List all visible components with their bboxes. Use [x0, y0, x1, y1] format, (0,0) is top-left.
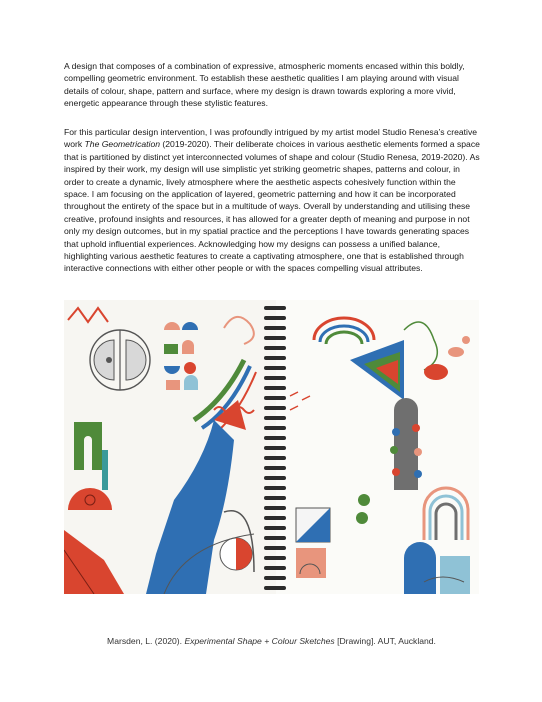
spiral-ring [264, 486, 286, 490]
inspiration-text-before: For this particular design intervention, I was profoundly intrigued by my artist model Studio Renesa’s creative work [64, 127, 478, 150]
figure-caption [64, 636, 479, 646]
spiral-ring [264, 586, 286, 590]
spiral-ring [264, 496, 286, 500]
caption-title: Experimental Shape + Colour Sketches [184, 636, 335, 646]
spiral-ring [264, 566, 286, 570]
work-title: The Geometrication [84, 139, 161, 150]
spiral-ring [264, 376, 286, 380]
spiral-ring [264, 326, 286, 330]
spiral-ring [264, 426, 286, 430]
spiral-ring [264, 316, 286, 320]
spiral-ring [264, 446, 286, 450]
spiral-ring [264, 506, 286, 510]
spiral-ring [264, 396, 286, 400]
caption-citation: Marsden, L. (2020). [107, 636, 185, 646]
sketchbook-drawing [64, 300, 479, 594]
spiral-ring [264, 386, 286, 390]
spiral-ring [264, 356, 286, 360]
spiral-ring [264, 526, 286, 530]
spiral-ring [264, 516, 286, 520]
spiral-ring [264, 556, 286, 560]
spiral-binding [264, 306, 286, 590]
spiral-ring [264, 306, 286, 310]
spiral-ring [264, 416, 286, 420]
spiral-ring [264, 366, 286, 370]
spiral-ring [264, 436, 286, 440]
inspiration-paragraph [64, 126, 482, 275]
spiral-ring [264, 336, 286, 340]
spiral-ring [264, 576, 286, 580]
caption-source: [Drawing]. AUT, Auckland. [334, 636, 436, 646]
spiral-ring [264, 346, 286, 350]
intro-paragraph: A design that composes of a combination of expressive, atmospheric moments encased within this boldly, compelling geometric environment. To establish these aesthetic qualities I am playing around with visual details of colour, shape, pattern and surface, where my design is drawn towards exploring a more vivid, energetic appearance through these stylistic features. [64, 61, 465, 109]
spiral-ring [264, 546, 286, 550]
spiral-ring [264, 466, 286, 470]
spiral-ring [264, 456, 286, 460]
spiral-ring [264, 406, 286, 410]
spiral-ring [264, 476, 286, 480]
spiral-ring [264, 536, 286, 540]
inspiration-text-after: (2019-2020). Their deliberate choices in various aesthetic elements formed a space that is partitioned by distinct yet interconnected volumes of shape and colour (Studio Renesa, 2019-2020). As inspired by their work, my design will use simplistic yet striking geometric shapes, patterns and colour, in order to create a dynamic, lively atmosphere where the aesthetic aspects cohesively function within the space. I am focusing on the application of layered, geometric patterning and how it can be incorporated throughout the entirety of the space but in a multitude of ways. Overall by understanding and utilising these creative, profound insights and resources, it has allowed for a greater depth of meaning and purpose in not only my design outcomes, but in my spatial practice and the perceptions I have towards generating spaces that uphold influential experiences. Acknowledging how my designs can possess a unified balance, highlighting various aesthetic features to create a captivating atmosphere, one that is established through interactive connections with either other people or with the spaces compelling visual attributes. [64, 139, 480, 274]
